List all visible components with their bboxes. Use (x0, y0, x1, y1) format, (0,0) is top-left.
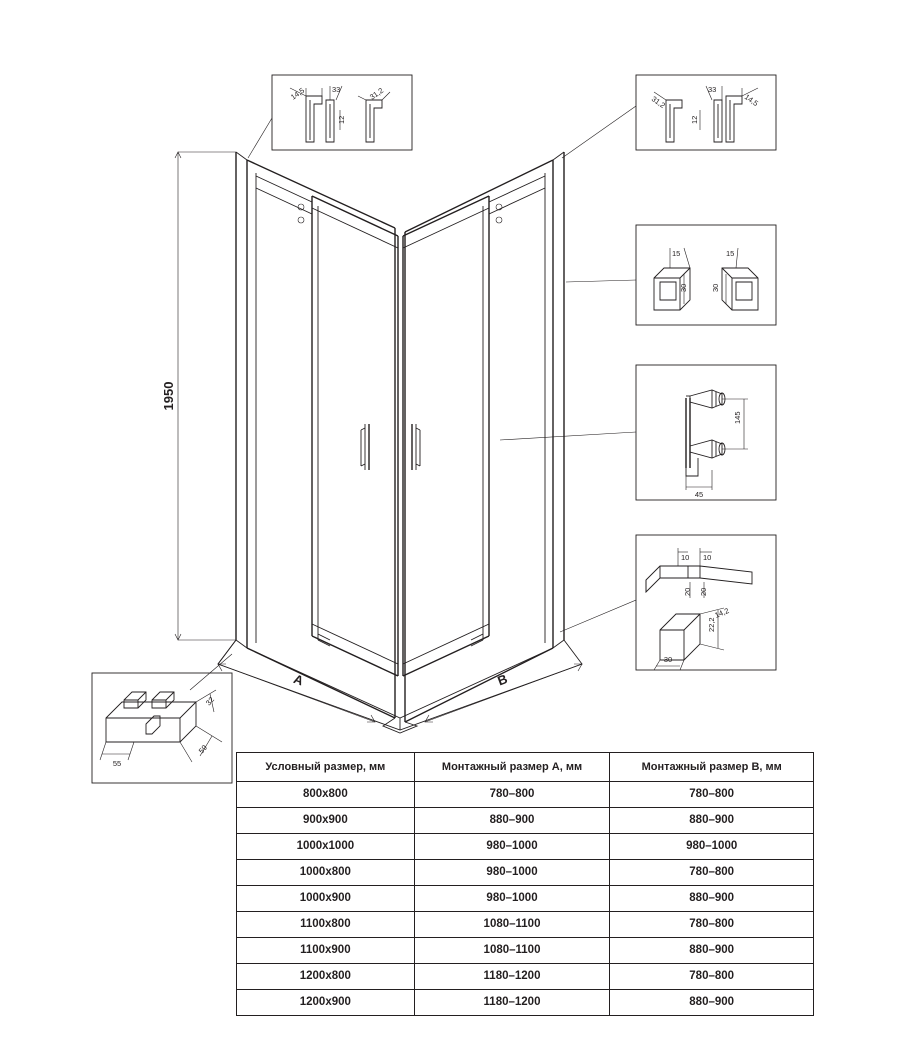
table-row (237, 990, 814, 1016)
handle-right (412, 424, 420, 470)
svg-text:20: 20 (699, 587, 708, 596)
svg-text:30: 30 (663, 655, 673, 664)
svg-text:14,2: 14,2 (713, 606, 731, 620)
table-cell-size: 1000x1000 (237, 834, 415, 860)
callout-top-left (272, 75, 412, 150)
table-cell-b: 980–1000 (610, 834, 814, 860)
table-row (237, 964, 814, 990)
dimension-a-label: A (291, 671, 306, 689)
table-cell-size: 1200x800 (237, 964, 415, 990)
table-cell-a: 780–800 (414, 782, 610, 808)
callout-roller-detail (92, 673, 232, 783)
table-header-cell: Монтажный размер A, мм (414, 753, 610, 782)
table-row (237, 782, 814, 808)
svg-text:15: 15 (726, 249, 735, 258)
enclosure-isometric (218, 152, 582, 733)
svg-text:145: 145 (733, 411, 742, 424)
table-cell-b: 780–800 (610, 860, 814, 886)
callout-handle-detail (636, 365, 776, 500)
svg-text:45: 45 (694, 490, 704, 499)
svg-text:33: 33 (332, 85, 341, 94)
svg-text:32: 32 (203, 695, 217, 708)
svg-text:15: 15 (672, 249, 681, 258)
table-cell-b: 780–800 (610, 782, 814, 808)
sizes-table (236, 752, 814, 1016)
table-cell-a: 980–1000 (414, 834, 610, 860)
table-cell-size: 800x800 (237, 782, 415, 808)
table-cell-b: 880–900 (610, 938, 814, 964)
table-cell-b: 780–800 (610, 964, 814, 990)
table-cell-b: 880–900 (610, 990, 814, 1016)
table-cell-a: 1180–1200 (414, 990, 610, 1016)
callout-rail-detail (636, 225, 776, 325)
svg-text:33: 33 (708, 85, 717, 94)
table-cell-size: 1200x900 (237, 990, 415, 1016)
table-cell-a: 980–1000 (414, 860, 610, 886)
svg-text:12: 12 (690, 115, 699, 124)
table-cell-a: 1180–1200 (414, 964, 610, 990)
svg-text:12: 12 (337, 115, 346, 124)
table-row (237, 886, 814, 912)
svg-text:20: 20 (683, 587, 692, 596)
table-row (237, 860, 814, 886)
table-cell-size: 900x900 (237, 808, 415, 834)
table-cell-size: 1000x800 (237, 860, 415, 886)
table-row (237, 938, 814, 964)
handle-left (361, 424, 369, 470)
table-cell-size: 1100x800 (237, 912, 415, 938)
table-header-cell: Монтажный размер B, мм (610, 753, 814, 782)
table-row (237, 912, 814, 938)
table-cell-a: 1080–1100 (414, 912, 610, 938)
svg-text:30: 30 (711, 283, 720, 292)
svg-text:10: 10 (681, 553, 690, 562)
callout-top-right (636, 75, 776, 150)
table-cell-a: 1080–1100 (414, 938, 610, 964)
leader-lines (190, 106, 636, 690)
dimension-b-label: B (495, 671, 510, 689)
table-cell-a: 880–900 (414, 808, 610, 834)
table-cell-size: 1100x900 (237, 938, 415, 964)
dimension-height-1950 (175, 152, 236, 640)
svg-text:31,2: 31,2 (649, 94, 667, 111)
table-header-cell: Условный размер, мм (237, 753, 415, 782)
svg-text:30: 30 (679, 283, 688, 292)
height-dimension-label: 1950 (161, 381, 176, 411)
table-row (237, 834, 814, 860)
table-cell-a: 980–1000 (414, 886, 610, 912)
table-cell-b: 880–900 (610, 886, 814, 912)
table-cell-b: 880–900 (610, 808, 814, 834)
svg-text:10: 10 (703, 553, 712, 562)
table-cell-b: 780–800 (610, 912, 814, 938)
table-row (237, 808, 814, 834)
svg-text:55: 55 (112, 759, 122, 768)
svg-text:14,5: 14,5 (742, 92, 760, 109)
callout-corner-joint-detail (636, 535, 776, 670)
svg-text:22,2: 22,2 (707, 617, 716, 632)
table-header-row (237, 753, 814, 782)
svg-text:59: 59 (196, 743, 210, 756)
svg-text:31,2: 31,2 (367, 85, 386, 102)
table-cell-size: 1000x900 (237, 886, 415, 912)
svg-text:14,5: 14,5 (288, 85, 307, 102)
